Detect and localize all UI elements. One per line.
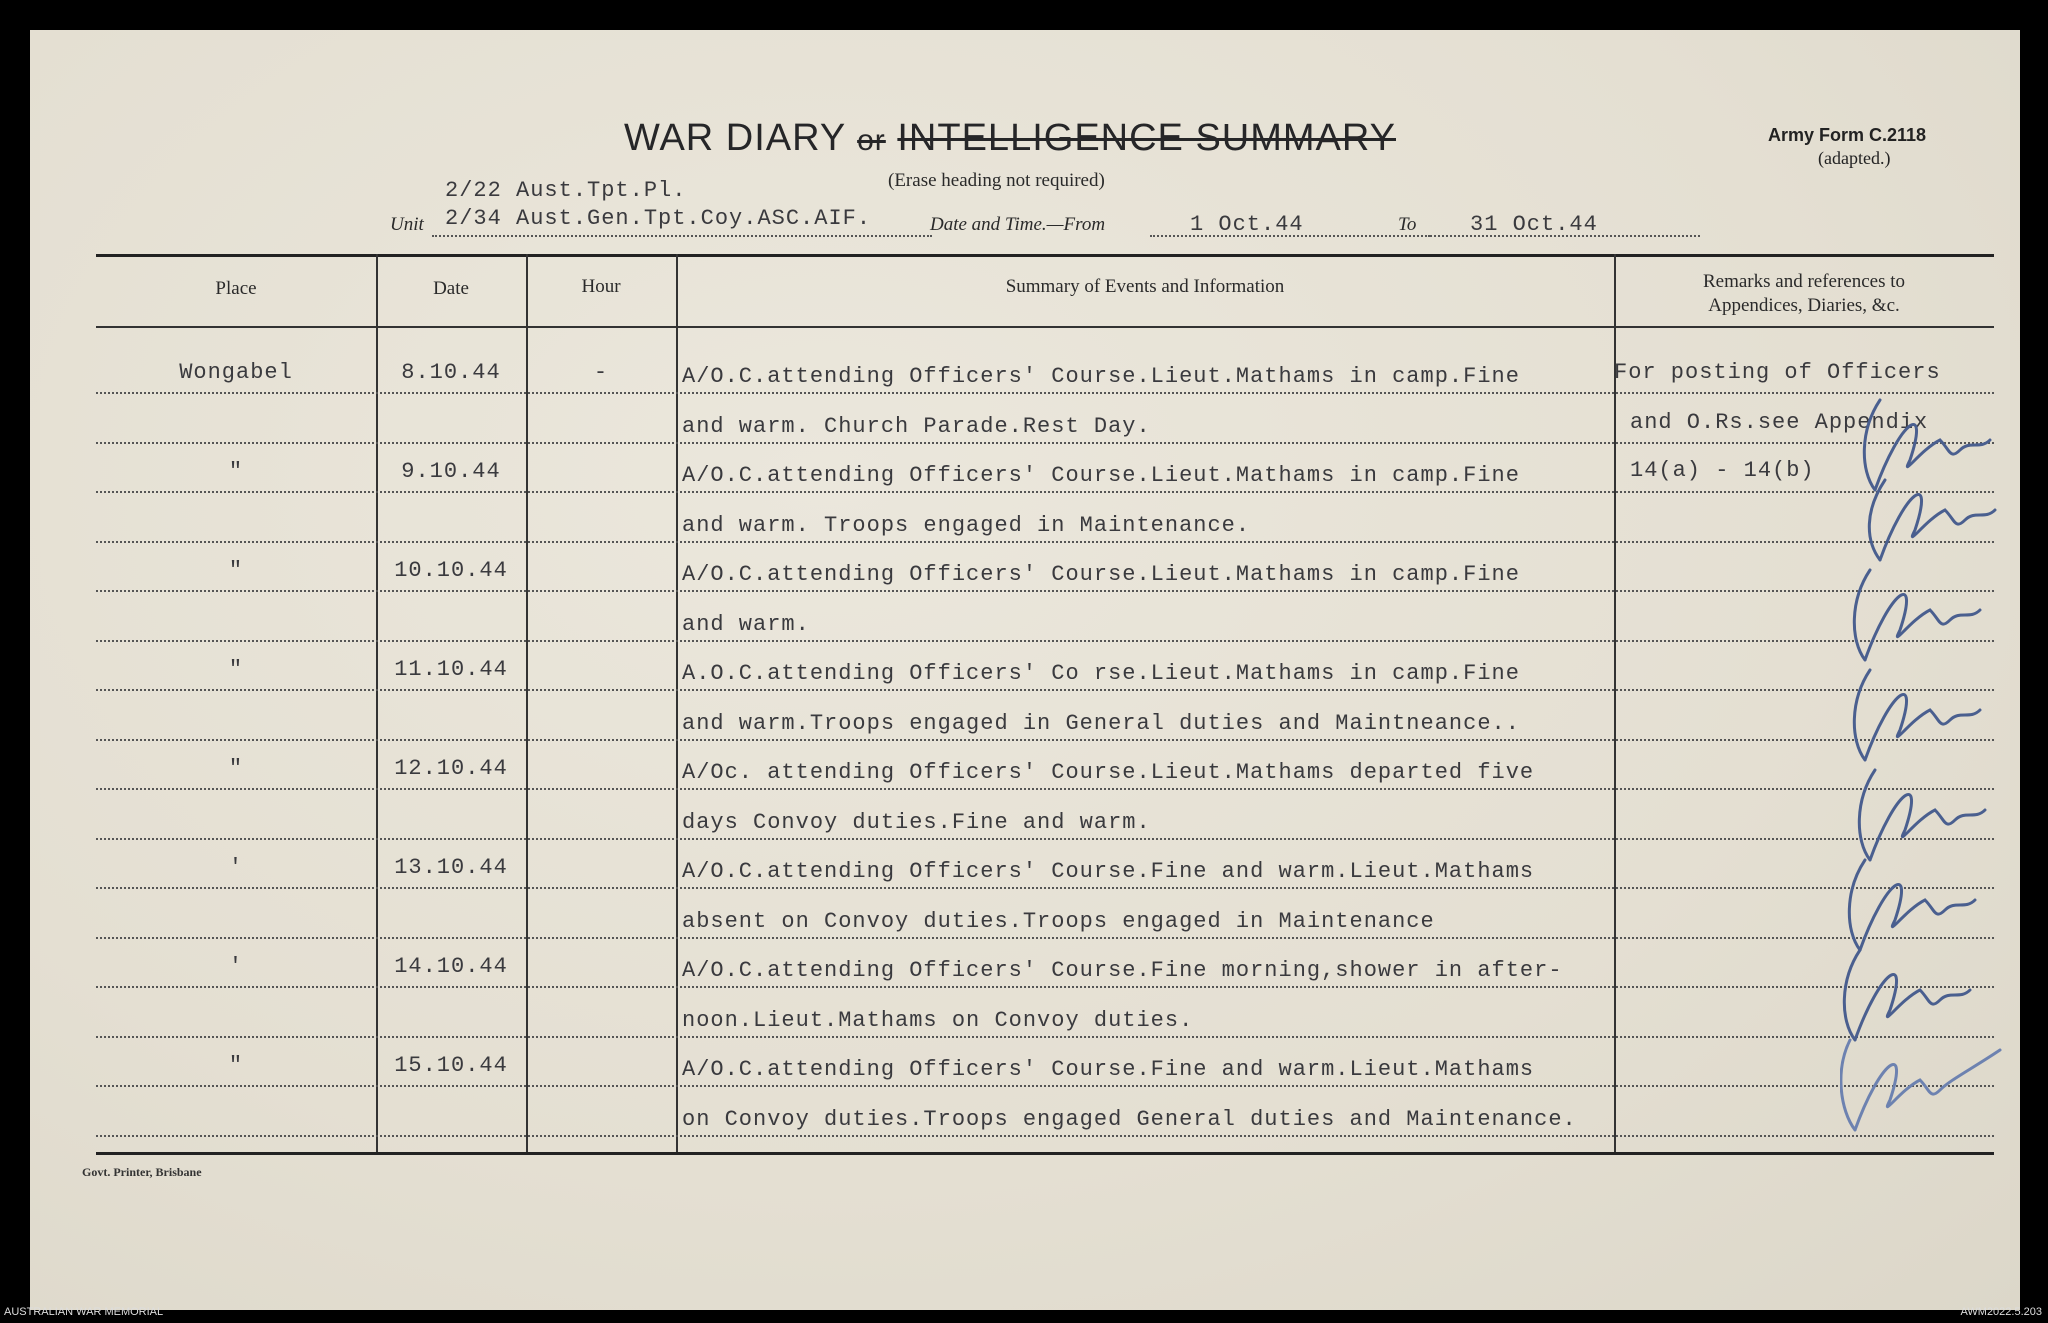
- title-or: or: [857, 124, 886, 157]
- date-to-value: 31 Oct.44: [1470, 212, 1598, 237]
- signature-mark: [1864, 400, 1990, 490]
- row-place: ": [228, 657, 244, 682]
- row-date: 15.10.44: [394, 1053, 508, 1078]
- signature-mark: [1859, 770, 1985, 860]
- row-summary-line-2: and warm.Troops engaged in General duties and Maintneance..: [682, 711, 1520, 736]
- unit-line-1: 2/22 Aust.Tpt.Pl.: [445, 178, 687, 203]
- row-date: 12.10.44: [394, 756, 508, 781]
- col-header-summary: Summary of Events and Information: [1005, 276, 1285, 297]
- row-date: 14.10.44: [394, 954, 508, 979]
- col-header-date: Date: [433, 278, 469, 299]
- title-war-diary: WAR DIARY: [624, 117, 846, 159]
- row-place: ': [228, 855, 244, 880]
- signatures: [1840, 360, 2020, 1160]
- row-summary-line-1: A/O.C.attending Officers' Course.Fine morning,shower in after-: [682, 958, 1563, 983]
- signature-mark: [1869, 480, 1995, 560]
- row-date: 8.10.44: [401, 360, 501, 385]
- row-hour: -: [593, 360, 609, 385]
- row-place: ": [228, 756, 244, 781]
- row-place: ": [228, 459, 244, 484]
- unit-label: Unit: [390, 214, 424, 235]
- row-summary-line-2: and warm.: [682, 612, 810, 637]
- signature-mark: [1844, 950, 1970, 1040]
- army-form-adapted: (adapted.): [1818, 148, 1891, 168]
- row-date: 10.10.44: [394, 558, 508, 583]
- signature-mark: [1854, 670, 1980, 760]
- date-to-label: To: [1398, 214, 1417, 235]
- row-place: ": [228, 1053, 244, 1078]
- col-header-place: Place: [215, 278, 257, 299]
- row-summary-line-1: A/O.C.attending Officers' Course.Fine and warm.Lieut.Mathams: [682, 859, 1535, 884]
- row-place: Wongabel: [179, 360, 293, 385]
- date-from-value: 1 Oct.44: [1190, 212, 1304, 237]
- row-date: 9.10.44: [401, 459, 501, 484]
- table-top-rule: [96, 254, 1994, 257]
- signature-mark: [1854, 570, 1980, 660]
- title-intelligence-summary: INTELLIGENCE SUMMARY: [897, 117, 1396, 159]
- row-summary-line-1: A.O.C.attending Officers' Co rse.Lieut.Mathams in camp.Fine: [682, 661, 1520, 686]
- row-summary-line-1: A/O.C.attending Officers' Course.Lieut.Mathams in camp.Fine: [682, 463, 1520, 488]
- footer-left: AUSTRALIAN WAR MEMORIAL: [4, 1306, 164, 1318]
- row-date: 11.10.44: [394, 657, 508, 682]
- remarks-line-1: For posting of Officers: [1614, 360, 1941, 385]
- army-form-number: Army Form C.2118: [1768, 125, 1927, 145]
- erase-note: (Erase heading not required): [888, 170, 1105, 191]
- signature-mark: [1849, 860, 1975, 950]
- row-summary-line-2: absent on Convoy duties.Troops engaged in Maintenance: [682, 909, 1435, 934]
- row-summary-line-1: A/O.C.attending Officers' Course.Lieut.Mathams in camp.Fine: [682, 364, 1520, 389]
- row-summary-line-1: A/O.C.attending Officers' Course.Lieut.Mathams in camp.Fine: [682, 562, 1520, 587]
- row-summary-line-1: A/Oc. attending Officers' Course.Lieut.Mathams departed five: [682, 760, 1535, 785]
- diary-page: [30, 30, 2020, 1310]
- footer-right: AWM2022.5.203: [1960, 1306, 2042, 1318]
- form-title: [624, 117, 1396, 160]
- table-bottom-rule: [96, 1152, 1994, 1155]
- archive-footer: [0, 1303, 2048, 1323]
- row-place: ": [228, 558, 244, 583]
- row-summary-line-2: and warm. Church Parade.Rest Day.: [682, 414, 1151, 439]
- remarks-line-2: and O.Rs.see Appendix: [1630, 410, 1929, 435]
- row-summary-line-2: noon.Lieut.Mathams on Convoy duties.: [682, 1008, 1194, 1033]
- row-summary-line-1: A/O.C.attending Officers' Course.Fine and warm.Lieut.Mathams: [682, 1057, 1535, 1082]
- row-summary-line-2: and warm. Troops engaged in Maintenance.: [682, 513, 1251, 538]
- unit-line-2: 2/34 Aust.Gen.Tpt.Coy.ASC.AIF.: [445, 206, 872, 231]
- row-summary-line-2: on Convoy duties.Troops engaged General duties and Maintenance.: [682, 1107, 1577, 1132]
- printer-credit: Govt. Printer, Brisbane: [82, 1165, 202, 1179]
- date-time-label: Date and Time.—From: [930, 214, 1106, 235]
- remarks-line-3: 14(a) - 14(b): [1630, 458, 1815, 483]
- signature-mark: [1841, 1040, 2000, 1130]
- col-header-hour: Hour: [581, 276, 621, 297]
- row-date: 13.10.44: [394, 855, 508, 880]
- row-place: ': [228, 954, 244, 979]
- header-bottom-rule: [96, 326, 1994, 328]
- col-header-remarks: Remarks and references to Appendices, Diaries, &c.: [1702, 271, 1906, 316]
- row-summary-line-2: days Convoy duties.Fine and warm.: [682, 810, 1151, 835]
